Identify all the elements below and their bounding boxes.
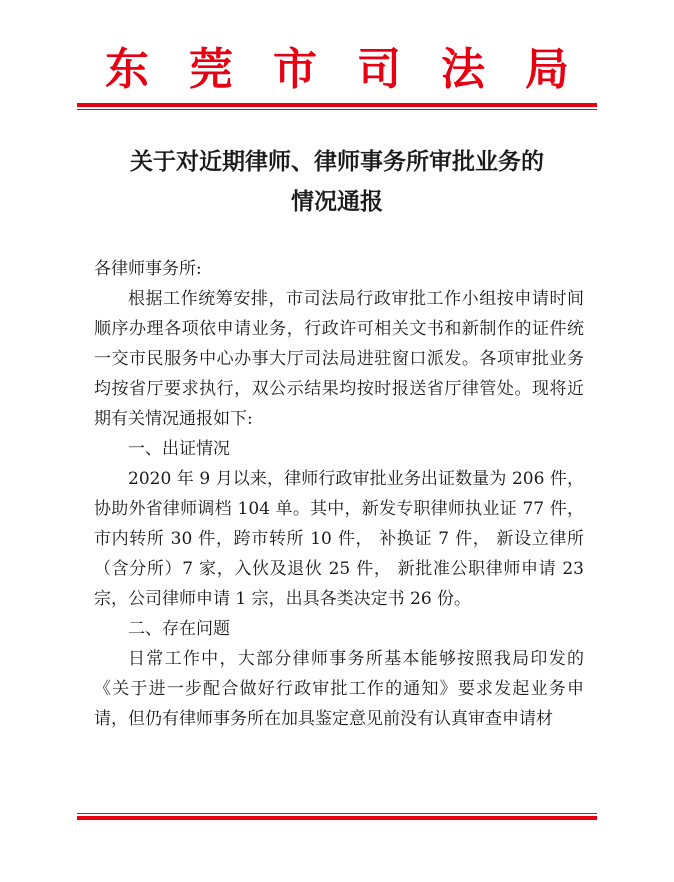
letterhead-rule-thick xyxy=(77,103,597,107)
problems-paragraph: 日常工作中，大部分律师事务所基本能够按照我局印发的《关于进一步配合做好行政审批工作的通知》要求发起业务申请，但仍有律师事务所在加具鉴定意见前没有认真审查申请材 xyxy=(94,649,584,729)
letterhead-rule-thin xyxy=(77,109,597,110)
issuance-paragraph: 2020 年 9 月以来，律师行政审批业务出证数量为 206 件，协助外省律师调档 104 单。其中，新发专职律师执业证 77 件，市内转所 30 件，跨市转所 10 件， 补换证 7 件， 新设立律所（含分所）7 家，入伙及退伙 25 件， 新批准公职律师申请 23 宗，公司律师申请 1 宗，出具各类决定书 26 份。 xyxy=(94,469,584,609)
section-heading-issuance: 一、出证情况 xyxy=(128,439,230,459)
footer-rule-thin xyxy=(77,813,597,814)
letterhead-organization: 东莞市司法局 xyxy=(105,44,609,95)
document-title xyxy=(60,142,614,222)
document-title-line2: 情况通报 xyxy=(291,188,383,215)
salutation: 各律师事务所: xyxy=(94,259,202,279)
section-heading-problems: 二、存在问题 xyxy=(128,619,230,639)
footer-rule-thick xyxy=(77,816,597,820)
intro-paragraph: 根据工作统筹安排，市司法局行政审批工作小组按申请时间顺序办理各项依申请业务，行政许可相关文书和新制作的证件统一交市民服务中心办事大厅司法局进驻窗口派发。各项审批业务均按省厅要求执行，双公示结果均按时报送省厅律管处。现将近期有关情况通报如下: xyxy=(94,289,584,429)
document-body xyxy=(94,254,584,734)
document-title-line1: 关于对近期律师、律师事务所审批业务的 xyxy=(130,148,544,175)
